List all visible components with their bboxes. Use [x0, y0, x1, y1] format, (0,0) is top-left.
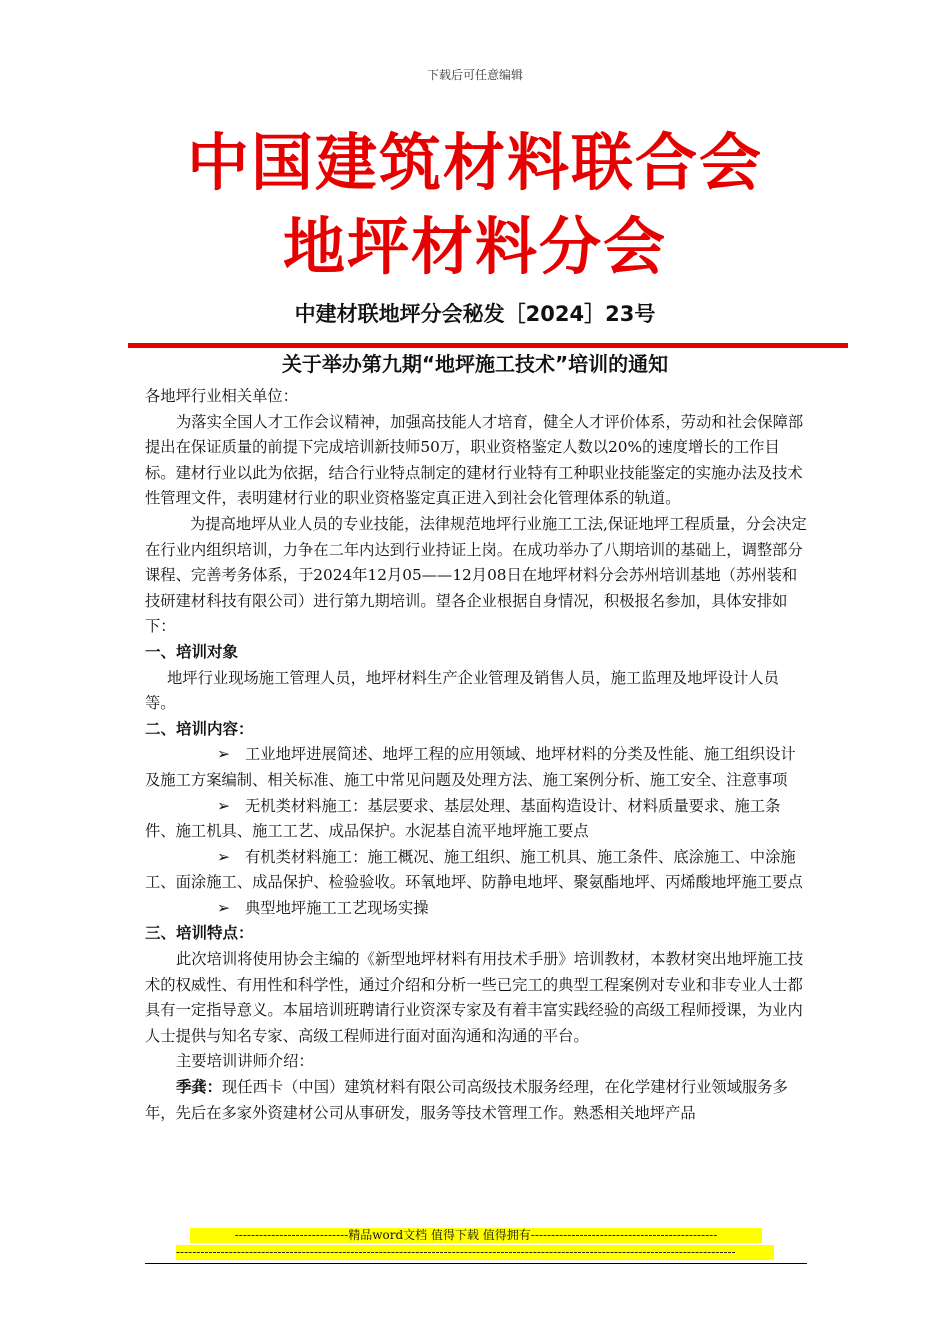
content-item-text: 有机类材料施工：施工概况、施工组织、施工机具、施工条件、底涂施工、中涂施工、面涂施工、成品保护、检验验收。环氧地坪、防静电地坪、聚氨酯地坪、丙烯酸地坪施工要点 [145, 847, 803, 892]
content-item-1 [145, 742, 807, 793]
footer-banner-line1: ----------------------------精品word文档 值得下载 值得拥有---------------------------------------------- [190, 1228, 762, 1243]
document-title: 关于举办第九期“地坪施工技术”培训的通知 [281, 352, 669, 376]
lecturer-name: 季龚： [176, 1078, 222, 1097]
arrow-bullet-icon: ➢ [217, 745, 230, 764]
section-2-heading: 二、培训内容： [145, 719, 254, 738]
section-1-text: 地坪行业现场施工管理人员，地坪材料生产企业管理及销售人员，施工监理及地坪设计人员等。 [145, 668, 779, 713]
content-item-text: 典型地坪施工工艺现场实操 [245, 898, 429, 917]
lecturer-description: 现任西卡（中国）建筑材料有限公司高级技术服务经理，在化学建材行业领域服务多年，先后在多家外资建材公司从事研发，服务等技术管理工作。熟悉相关地坪产品 [145, 1078, 788, 1122]
lecturer-paragraph [145, 1075, 807, 1126]
paragraph-2: 为提高地坪从业人员的专业技能，法律规范地坪行业施工工法,保证地坪工程质量，分会决定在行业内组织培训，力争在二年内达到行业持证上岗。在成功举办了八期培训的基础上，调整部分课程、完善考务体系，于2024年12月05——12月08日在地坪材料分会苏州培训基地（苏州装和技研建材科技有限公司）进行第九期培训。望各企业根据自身情况，积极报名参加，具体安排如下： [145, 514, 807, 636]
arrow-bullet-icon: ➢ [217, 796, 230, 815]
header-note: 下载后可任意编辑 [426, 68, 523, 82]
content-item-2 [145, 794, 807, 845]
document-number: 中建材联地坪分会秘发［2024］23号 [294, 302, 656, 326]
section-1-heading: 一、培训对象 [145, 642, 239, 661]
content-item-3 [145, 845, 807, 896]
paragraph-1: 为落实全国人才工作会议精神，加强高技能人才培育，健全人才评价体系，劳动和社会保障部提出在保证质量的前提下完成培训新技师50万，职业资格鉴定人数以20%的速度增长的工作目标。建材行业以此为依据，结合行业特点制定的建材行业特有工种职业技能鉴定的实施办法及技术性管理文件，表明建材行业的职业资格鉴定真正进入到社会化管理体系的轨道。 [145, 412, 804, 508]
footer-banner-line2: ------------------------------------------------------------------------------------------------------------------------------------------ [176, 1245, 774, 1260]
lecturers-intro: 主要培训讲师介绍： [176, 1052, 314, 1071]
content-item-text: 工业地坪进展简述、地坪工程的应用领域、地坪材料的分类及性能、施工组织设计及施工方案编制、相关标准、施工中常见问题及处理方法、施工案例分析、施工安全、注意事项 [145, 745, 796, 789]
document-body [145, 384, 807, 1126]
section-3-text: 此次培训将使用协会主编的《新型地坪材料有用技术手册》培训教材，本教材突出地坪施工技术的权威性、有用性和科学性，通过介绍和分析一些已完工的典型工程案例对专业和非专业人士都具有一定指导意义。本届培训班聘请行业资深专家及有着丰富实践经验的高级工程师授课，为业内人士提供与知名专家、高级工程师进行面对面沟通和沟通的平台。 [145, 950, 804, 1045]
footer-rule [145, 1263, 807, 1264]
organization-name-line2: 地坪材料分会 [282, 210, 667, 283]
section-3-heading: 三、培训特点： [145, 924, 254, 943]
arrow-bullet-icon: ➢ [217, 898, 230, 917]
content-item-4 [145, 896, 807, 922]
arrow-bullet-icon: ➢ [217, 847, 230, 866]
salutation: 各地坪行业相关单位： [145, 387, 298, 405]
organization-name-line1: 中国建筑材料联合会 [186, 126, 763, 199]
content-item-text: 无机类材料施工：基层要求、基层处理、基面构造设计、材料质量要求、施工条件、施工机具、施工工艺、成品保护。水泥基自流平地坪施工要点 [145, 796, 781, 841]
